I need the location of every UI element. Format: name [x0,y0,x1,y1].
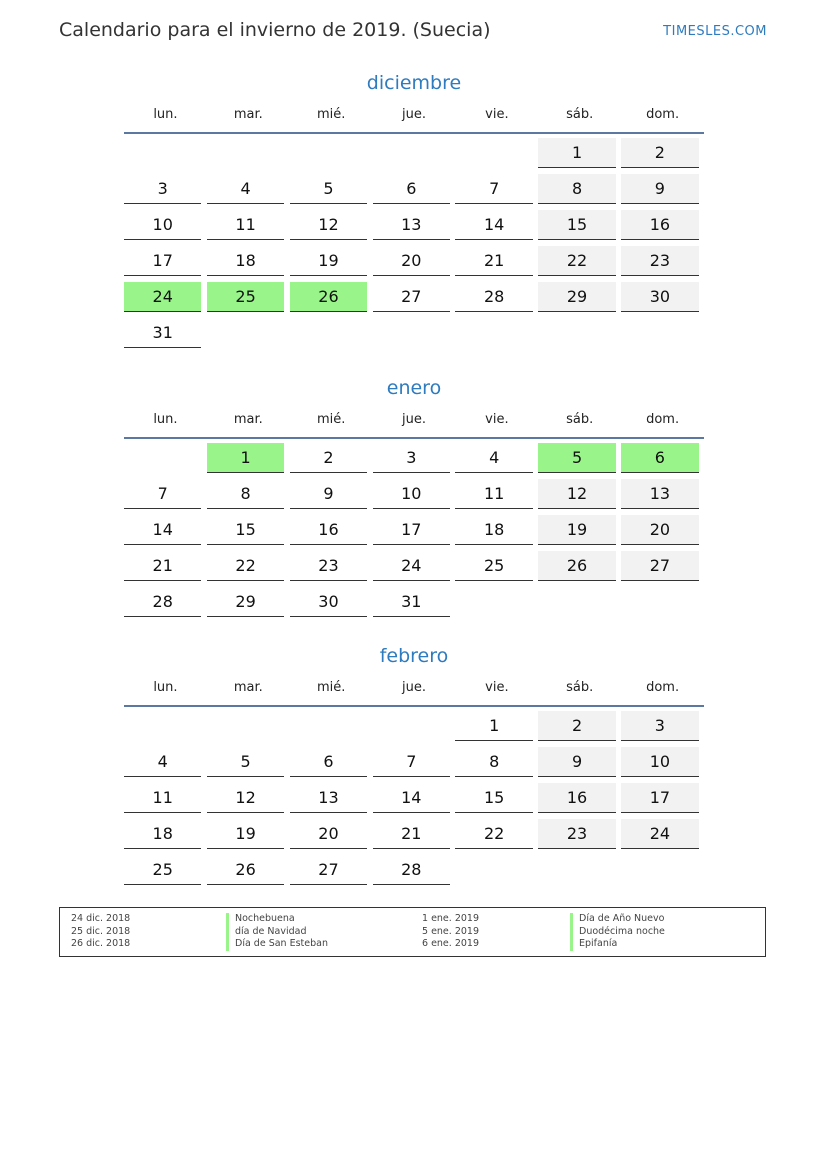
day-cell[interactable]: 4 [124,747,201,777]
day-cell[interactable]: 2 [290,443,367,473]
empty-day-cell [373,138,450,168]
day-cell[interactable]: 14 [455,210,532,240]
week-row [124,743,704,779]
week-row [124,815,704,851]
empty-day-cell [207,711,284,741]
week-row [124,242,704,278]
empty-day-cell [124,443,201,473]
day-cell[interactable]: 5 [290,174,367,204]
day-cell[interactable]: 13 [290,783,367,813]
empty-day-cell [124,711,201,741]
day-cell[interactable]: 4 [455,443,532,473]
month-febrero [124,643,704,887]
day-cell[interactable]: 29 [538,282,615,312]
day-cell[interactable]: 5 [538,443,615,473]
day-cell[interactable]: 25 [455,551,532,581]
weekday-label: lun. [153,680,178,695]
legend-date: 26 dic. 2018 [71,938,131,949]
day-cell[interactable]: 7 [455,174,532,204]
week-row [124,779,704,815]
day-cell[interactable]: 20 [290,819,367,849]
day-cell[interactable]: 10 [621,747,698,777]
empty-day-cell [621,855,698,885]
empty-day-cell [538,587,615,617]
day-cell[interactable]: 7 [124,479,201,509]
day-cell[interactable]: 14 [124,515,201,545]
day-cell[interactable]: 31 [373,587,450,617]
weekday-label: mié. [316,680,346,695]
weekday-header [124,102,704,134]
weekday-label: mar. [233,412,263,427]
day-cell[interactable]: 31 [124,318,201,348]
week-row [124,439,704,475]
day-cell[interactable]: 15 [538,210,615,240]
day-cell[interactable]: 9 [621,174,698,204]
legend-holiday-name: Duodécima noche [570,926,665,939]
weekday-label: mié. [316,412,346,427]
day-cell[interactable]: 8 [538,174,615,204]
day-cell[interactable]: 8 [207,479,284,509]
empty-day-cell [373,711,450,741]
week-row [124,278,704,314]
day-cell[interactable]: 21 [373,819,450,849]
day-cell[interactable]: 24 [373,551,450,581]
day-cell[interactable]: 26 [207,855,284,885]
day-cell[interactable]: 2 [621,138,698,168]
legend-date: 25 dic. 2018 [71,925,131,937]
empty-day-cell [538,318,615,348]
weekday-label: mar. [233,107,263,122]
legend-holiday-name: Día de San Esteban [226,938,328,951]
day-cell[interactable]: 6 [373,174,450,204]
day-cell[interactable]: 21 [455,246,532,276]
day-cell[interactable]: 3 [373,443,450,473]
weekday-label: sáb. [566,107,594,122]
day-cell[interactable]: 5 [207,747,284,777]
day-cell[interactable]: 25 [124,855,201,885]
day-cell[interactable]: 29 [207,587,284,617]
month-title: febrero [379,645,449,667]
day-cell[interactable]: 11 [124,783,201,813]
empty-day-cell [455,587,532,617]
day-cell[interactable]: 25 [207,282,284,312]
day-cell[interactable]: 16 [290,515,367,545]
day-cell[interactable]: 24 [621,819,698,849]
empty-day-cell [290,711,367,741]
day-cell[interactable]: 12 [207,783,284,813]
week-row [124,583,704,619]
weekday-label: vie. [485,412,509,427]
day-cell[interactable]: 18 [207,246,284,276]
weekday-label: sáb. [566,412,594,427]
week-row [124,851,704,887]
day-cell[interactable]: 28 [455,282,532,312]
week-row [124,475,704,511]
weekday-label: mar. [233,680,263,695]
week-row [124,547,704,583]
day-cell[interactable]: 1 [207,443,284,473]
weekday-label: vie. [485,680,509,695]
day-cell[interactable]: 23 [290,551,367,581]
day-cell[interactable]: 8 [455,747,532,777]
empty-day-cell [621,587,698,617]
weekday-label: dom. [646,412,680,427]
day-cell[interactable]: 17 [373,515,450,545]
day-cell[interactable]: 1 [455,711,532,741]
month-title: diciembre [366,72,462,94]
day-cell[interactable]: 3 [124,174,201,204]
empty-day-cell [455,138,532,168]
day-cell[interactable]: 21 [124,551,201,581]
weekday-label: mié. [316,107,346,122]
day-cell[interactable]: 16 [538,783,615,813]
weekday-label: vie. [485,107,509,122]
legend-holiday-name: Epifanía [570,938,665,951]
weekday-label: dom. [646,107,680,122]
week-row [124,206,704,242]
week-row [124,511,704,547]
day-cell[interactable]: 13 [621,479,698,509]
day-cell[interactable]: 19 [538,515,615,545]
day-cell[interactable]: 15 [455,783,532,813]
holiday-legend [59,907,766,957]
day-cell[interactable]: 20 [621,515,698,545]
empty-day-cell [290,318,367,348]
empty-day-cell [290,138,367,168]
week-row [124,707,704,743]
day-cell[interactable]: 26 [538,551,615,581]
day-cell[interactable]: 28 [124,587,201,617]
empty-day-cell [207,318,284,348]
day-cell[interactable]: 12 [538,479,615,509]
day-cell[interactable]: 19 [290,246,367,276]
day-cell[interactable]: 7 [373,747,450,777]
day-cell[interactable]: 15 [207,515,284,545]
day-cell[interactable]: 22 [455,819,532,849]
empty-day-cell [538,855,615,885]
legend-date: 5 ene. 2019 [422,925,479,937]
day-cell[interactable]: 22 [538,246,615,276]
day-cell[interactable]: 10 [373,479,450,509]
legend-holiday-name: Nochebuena [226,913,328,926]
day-cell[interactable]: 23 [621,246,698,276]
weekday-label: dom. [646,680,680,695]
day-cell[interactable]: 20 [373,246,450,276]
day-cell[interactable]: 6 [290,747,367,777]
empty-day-cell [124,138,201,168]
empty-day-cell [621,318,698,348]
day-cell[interactable]: 11 [455,479,532,509]
week-row [124,314,704,350]
weekday-label: jue. [402,412,426,427]
legend-date: 24 dic. 2018 [71,913,131,924]
day-cell[interactable]: 1 [538,138,615,168]
month-diciembre [124,70,704,350]
empty-day-cell [207,138,284,168]
day-cell[interactable]: 16 [621,210,698,240]
day-cell[interactable]: 17 [621,783,698,813]
weekday-label: sáb. [566,680,594,695]
brand-logo[interactable]: TIMESLES.COM [663,24,767,39]
day-cell[interactable]: 3 [621,711,698,741]
day-cell[interactable]: 9 [290,479,367,509]
empty-day-cell [373,318,450,348]
weekday-header [124,675,704,707]
day-cell[interactable]: 11 [207,210,284,240]
legend-holiday-name: día de Navidad [226,926,328,939]
day-cell[interactable]: 24 [124,282,201,312]
day-cell[interactable]: 28 [373,855,450,885]
day-cell[interactable]: 30 [621,282,698,312]
week-row [124,134,704,170]
day-cell[interactable]: 23 [538,819,615,849]
day-cell[interactable]: 12 [290,210,367,240]
empty-day-cell [455,318,532,348]
legend-holiday-name: Día de Año Nuevo [570,913,665,926]
day-cell[interactable]: 30 [290,587,367,617]
month-enero [124,375,704,619]
weekday-label: jue. [402,680,426,695]
day-cell[interactable]: 9 [538,747,615,777]
day-cell[interactable]: 4 [207,174,284,204]
day-cell[interactable]: 27 [290,855,367,885]
day-cell[interactable]: 10 [124,210,201,240]
day-cell[interactable]: 17 [124,246,201,276]
day-cell[interactable]: 22 [207,551,284,581]
day-cell[interactable]: 26 [290,282,367,312]
week-row [124,170,704,206]
day-cell[interactable]: 19 [207,819,284,849]
weekday-label: jue. [402,107,426,122]
day-cell[interactable]: 27 [621,551,698,581]
day-cell[interactable]: 18 [124,819,201,849]
day-cell[interactable]: 13 [373,210,450,240]
day-cell[interactable]: 14 [373,783,450,813]
day-cell[interactable]: 27 [373,282,450,312]
weekday-label: lun. [153,107,178,122]
day-cell[interactable]: 2 [538,711,615,741]
month-title: enero [386,377,442,399]
weekday-label: lun. [153,412,178,427]
legend-date: 6 ene. 2019 [422,938,479,949]
legend-date: 1 ene. 2019 [422,913,479,924]
day-cell[interactable]: 18 [455,515,532,545]
empty-day-cell [455,855,532,885]
day-cell[interactable]: 6 [621,443,698,473]
page-title: Calendario para el invierno de 2019. (Suecia) [59,19,491,41]
weekday-header [124,407,704,439]
